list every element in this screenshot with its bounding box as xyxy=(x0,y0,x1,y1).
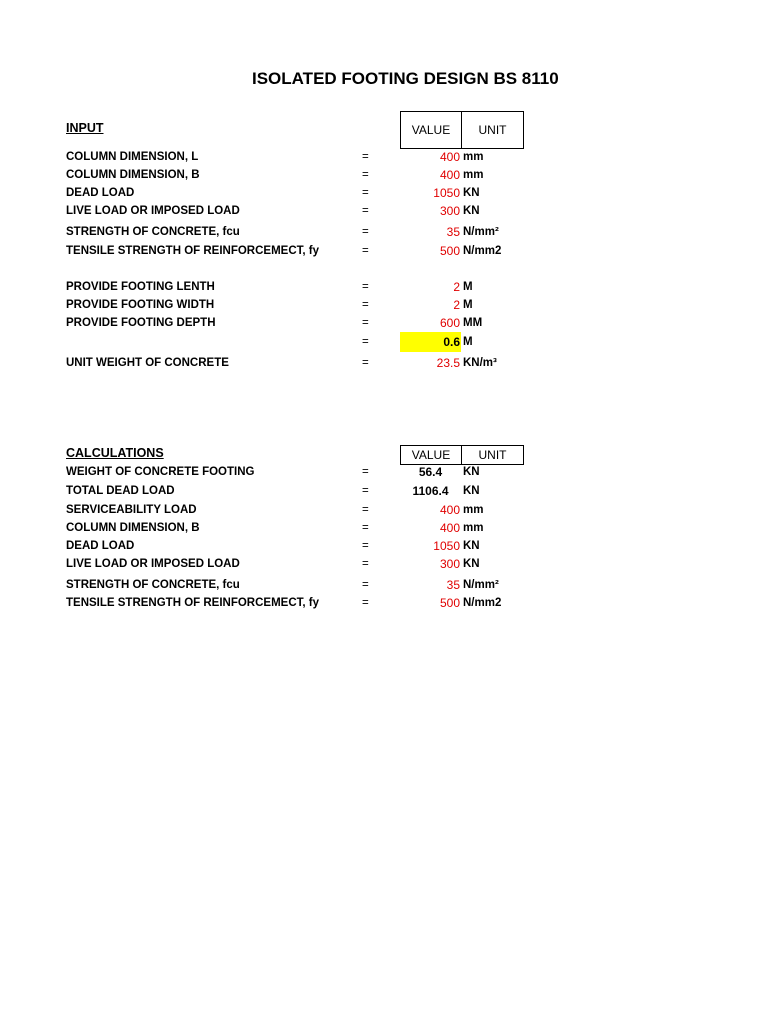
calc-row xyxy=(0,576,768,594)
input-row-unit: N/mm2 xyxy=(463,245,502,257)
input-row-unit: mm xyxy=(463,151,484,163)
input-row xyxy=(0,148,768,166)
input-value-header: VALUE xyxy=(401,112,462,148)
equals-sign: = xyxy=(362,151,369,163)
equals-sign: = xyxy=(362,540,369,552)
input-row-unit: MM xyxy=(463,317,483,329)
input-row-value[interactable]: 300 xyxy=(439,204,460,218)
calc-row-unit: KN xyxy=(463,485,480,497)
title-cell xyxy=(240,66,559,92)
calculations-header-box xyxy=(400,445,524,465)
input-row xyxy=(0,202,768,220)
input-row xyxy=(0,354,768,372)
input-row-value[interactable]: 1050 xyxy=(433,186,460,200)
input-row xyxy=(0,314,768,332)
input-header-box xyxy=(400,111,524,149)
input-row-label: LIVE LOAD OR IMPOSED LOAD xyxy=(66,205,240,217)
calc-row-value[interactable]: 300 xyxy=(439,557,460,571)
input-row-label: DEAD LOAD xyxy=(66,187,135,199)
input-row xyxy=(0,166,768,184)
equals-sign: = xyxy=(362,281,369,293)
input-row xyxy=(0,242,768,260)
equals-sign: = xyxy=(362,558,369,570)
input-row-unit: M xyxy=(463,281,473,293)
input-row xyxy=(0,278,768,296)
calc-row-unit: mm xyxy=(463,522,484,534)
input-row-value[interactable]: 35 xyxy=(446,225,460,239)
input-row-label: STRENGTH OF CONCRETE, fcu xyxy=(66,226,240,238)
calc-row xyxy=(0,501,768,519)
calc-row-label: TOTAL DEAD LOAD xyxy=(66,485,175,497)
calc-row-unit: N/mm² xyxy=(463,579,499,591)
input-row-value[interactable]: 2 xyxy=(453,280,460,294)
calc-row-unit: KN xyxy=(463,558,480,570)
input-row-unit: KN xyxy=(463,205,480,217)
input-row-value[interactable]: 23.5 xyxy=(436,356,460,370)
input-row-unit: N/mm² xyxy=(463,226,499,238)
input-row-label: PROVIDE FOOTING WIDTH xyxy=(66,299,215,311)
calc-row-value[interactable]: 500 xyxy=(439,596,460,610)
calc-row-label: COLUMN DIMENSION, B xyxy=(66,522,200,534)
calculations-value-header: VALUE xyxy=(401,446,462,464)
equals-sign: = xyxy=(362,245,369,257)
input-row-label: TENSILE STRENGTH OF REINFORCEMECT, fy xyxy=(66,245,320,257)
calc-row-label: STRENGTH OF CONCRETE, fcu xyxy=(66,579,240,591)
equals-sign: = xyxy=(362,504,369,516)
calc-row-unit: N/mm2 xyxy=(463,597,502,609)
input-row-label: PROVIDE FOOTING LENTH xyxy=(66,281,215,293)
highlighted-value: 0.6 xyxy=(400,332,461,352)
input-row-label: COLUMN DIMENSION, L xyxy=(66,151,199,163)
equals-sign: = xyxy=(362,357,369,369)
equals-sign: = xyxy=(362,336,369,348)
calc-row xyxy=(0,537,768,555)
calc-row xyxy=(0,555,768,573)
calc-row-value: 56.4 xyxy=(418,465,443,479)
calc-row-unit: KN xyxy=(463,466,480,478)
equals-sign: = xyxy=(362,466,369,478)
input-row-unit: M xyxy=(463,336,473,348)
input-row-unit: M xyxy=(463,299,473,311)
calc-row-value[interactable]: 35 xyxy=(446,578,460,592)
input-row-value[interactable]: 500 xyxy=(439,244,460,258)
equals-sign: = xyxy=(362,597,369,609)
equals-sign: = xyxy=(362,522,369,534)
input-row xyxy=(0,296,768,314)
page-title: ISOLATED FOOTING DESIGN BS 8110 xyxy=(252,69,559,88)
calculations-unit-header: UNIT xyxy=(478,448,507,462)
calc-row-label: SERVICEABILITY LOAD xyxy=(66,504,197,516)
equals-sign: = xyxy=(362,485,369,497)
equals-sign: = xyxy=(362,169,369,181)
calc-row-value[interactable]: 1050 xyxy=(433,539,460,553)
calc-row xyxy=(0,594,768,612)
equals-sign: = xyxy=(362,187,369,199)
equals-sign: = xyxy=(362,317,369,329)
input-row-value[interactable]: 400 xyxy=(439,168,460,182)
input-row xyxy=(0,223,768,241)
input-row-value[interactable]: 400 xyxy=(439,150,460,164)
calc-row-label: WEIGHT OF CONCRETE FOOTING xyxy=(66,466,255,478)
calc-row-value[interactable]: 400 xyxy=(439,521,460,535)
calculations-heading: CALCULATIONS xyxy=(66,446,164,460)
input-row-unit: mm xyxy=(463,169,484,181)
calc-row-label: TENSILE STRENGTH OF REINFORCEMECT, fy xyxy=(66,597,320,609)
input-row-unit: KN/m³ xyxy=(463,357,497,369)
input-heading: INPUT xyxy=(66,121,104,135)
input-unit-header: UNIT xyxy=(478,123,507,137)
calc-row-label: LIVE LOAD OR IMPOSED LOAD xyxy=(66,558,240,570)
equals-sign: = xyxy=(362,205,369,217)
input-row-label: COLUMN DIMENSION, B xyxy=(66,169,200,181)
equals-sign: = xyxy=(362,226,369,238)
calc-row xyxy=(0,463,768,481)
calc-row-label: DEAD LOAD xyxy=(66,540,135,552)
equals-sign: = xyxy=(362,579,369,591)
input-row-unit: KN xyxy=(463,187,480,199)
input-row-value[interactable]: 2 xyxy=(453,298,460,312)
input-row-value[interactable]: 600 xyxy=(439,316,460,330)
calc-row xyxy=(0,519,768,537)
calc-row-unit: KN xyxy=(463,540,480,552)
input-row xyxy=(0,333,768,351)
input-row-label: PROVIDE FOOTING DEPTH xyxy=(66,317,216,329)
calc-row xyxy=(0,482,768,500)
input-row xyxy=(0,184,768,202)
calc-row-value: 1106.4 xyxy=(412,484,449,498)
calc-row-unit: mm xyxy=(463,504,484,516)
equals-sign: = xyxy=(362,299,369,311)
calc-row-value[interactable]: 400 xyxy=(439,503,460,517)
input-row-label: UNIT WEIGHT OF CONCRETE xyxy=(66,357,229,369)
